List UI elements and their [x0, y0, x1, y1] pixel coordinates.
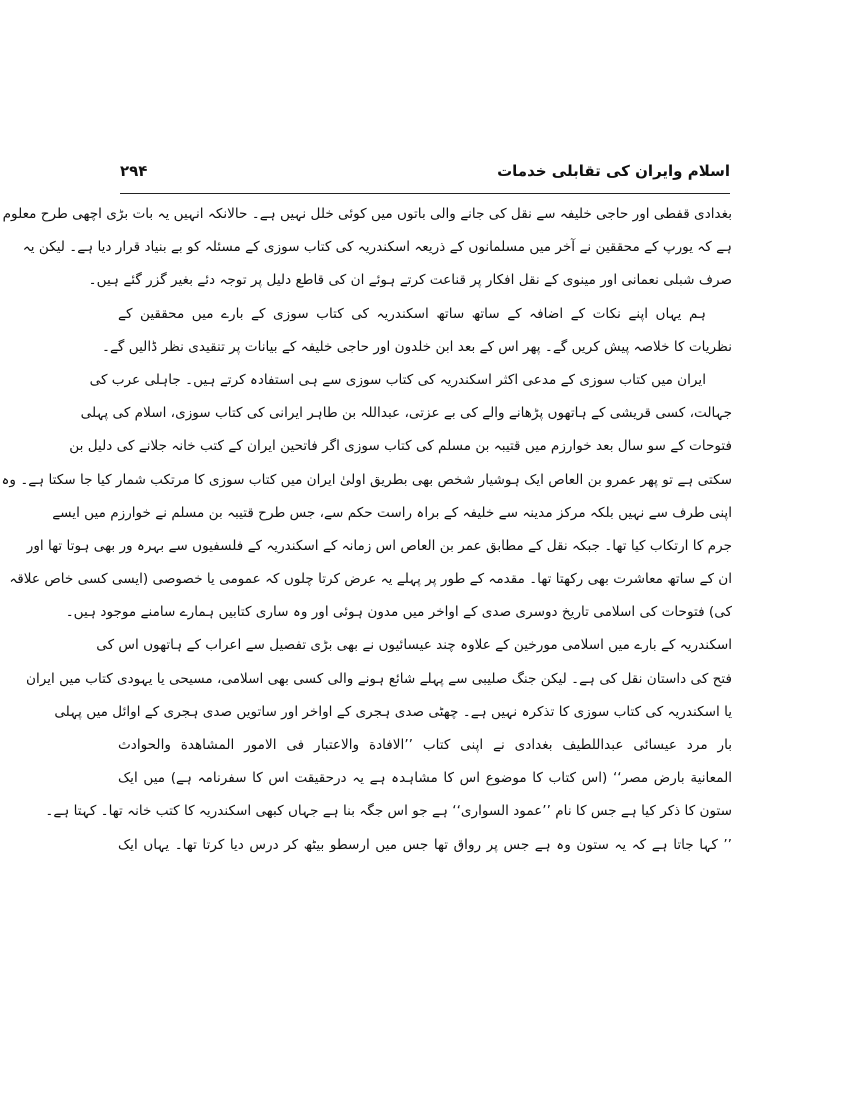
- text-line: ان کے ساتھ معاشرت بھی رکھتا تھا۔ مقدمہ کے طور پر پہلے یہ عرض کرتا چلوں کہ عمومی یا خصوصی (ایسی کسی خاص علاقہ: [9, 571, 732, 588]
- text-line: سکتی ہے تو پھر عمرو بن العاص ایک ہوشیار شخص بھی بطریق اولیٰ ایران میں کتاب سوزی کا مرتکب شمار کیا جا سکتا ہے۔ وہ: [1, 471, 732, 488]
- text-line: بار مرد عیسائی عبداللطیف بغدادی نے اپنی کتاب ’’الافادة والاعتبار فی الامور المشاهدة والحوادث: [118, 737, 732, 753]
- text-line: ’’ کہا جاتا ہے کہ یہ ستون وہ ہے جس پر رواق تھا جس میں ارسطو بیٹھ کر درس دیا کرتا تھا۔ یہاں ایک: [118, 836, 732, 853]
- running-title: اسلام وایران کی تقابلی خدمات: [497, 162, 730, 180]
- text-line: اسکندریہ کے بارے میں اسلامی مورخین کے علاوہ چند عیسائیوں نے بھی بڑی تفصیل سے اعراب کے ہاتھوں اس کی: [96, 637, 732, 654]
- text-line: فتوحات کے سو سال بعد خوارزم میں قتیبہ بن مسلم کی کتاب سوزی اگر فاتحین ایران کے کتب خانہ جلانے کی دلیل بن: [69, 438, 732, 455]
- text-line: بغدادی قفطی اور حاجی خلیفہ سے نقل کی جانے والی باتوں میں کوئی خلل نہیں ہے۔ حالانکہ انہیں یہ بات بڑی اچھی طرح معلوم: [2, 206, 732, 222]
- text-line: یا اسکندریہ کی کتاب سوزی کا تذکرہ نہیں ہے۔ چھٹی صدی ہجری کے اواخر اور ساتویں صدی ہجری کے اوائل میں پہلی: [54, 703, 732, 720]
- text-line: ایران میں کتاب سوزی کے مدعی اکثر اسکندریہ کی کتاب سوزی سے ہی استفادہ کرتے ہیں۔ جاہلی عرب کی: [89, 371, 706, 388]
- text-line: ہم یہاں اپنے نکات کے اضافہ کے ساتھ ساتھ اسکندریہ کی کتاب سوزی کے بارے میں محققین کے: [118, 305, 706, 322]
- text-line: ستون کا ذکر کیا ہے جس کا نام ’’عمود السواری‘‘ ہے جو اس جگہ بنا ہے جہاں کبھی اسکندریہ کا کتب خانہ تھا۔ کہتا ہے۔: [45, 803, 732, 820]
- text-line: المعانية بارض مصر‘‘ (اس کتاب کا موضوع اس کا مشاہدہ ہے یہ درحقیقت اس کا سفرنامہ ہے) میں ایک: [118, 770, 732, 787]
- text-line: جرم کا ارتکاب کیا تھا۔ جبکہ نقل کے مطابق عمر بن العاص اس زمانہ کے اسکندریہ کے فلسفیوں سے بہرہ ور بھی ہوتا تھا اور: [26, 537, 732, 554]
- text-line: جہالت، کسی قریشی کے ہاتھوں پڑھانے والے کی بے عزتی، عبداللہ بن طاہر ایرانی کی کتاب سوزی، اسلام کی پہلی: [80, 405, 732, 422]
- body-text: [1, 198, 732, 862]
- text-line: نظریات کا خلاصہ پیش کریں گے۔ پھر اس کے بعد ابن خلدون اور حاجی خلیفہ کے بیانات پر تنقیدی نظر ڈالیں گے۔: [102, 338, 732, 355]
- text-line: فتح کی داستان نقل کی ہے۔ لیکن جنگ صلیبی سے پہلے شائع ہونے والی کسی بھی اسلامی، مسیحی یا یہودی کتاب میں ایران: [25, 670, 732, 687]
- page-header: [120, 160, 730, 188]
- text-line: اپنی طرف سے نہیں بلکہ مرکز مدینہ سے خلیفہ کے براہ راست حکم سے، جس طرح قتیبہ بن مسلم نے خوارزم میں ایسے: [52, 504, 732, 521]
- header-rule: [120, 193, 730, 194]
- text-line: صرف شبلی نعمانی اور مینوی کے نقل افکار پر قناعت کرتے ہوئے ان کی قاطع دلیل پر توجہ دئے بغیر گزر گئے ہیں۔: [88, 272, 732, 289]
- text-line: ہے کہ یورپ کے محققین نے آخر میں مسلمانوں کے ذریعہ اسکندریہ کی کتاب سوزی کے مسئلہ کو بے بنیاد قرار دیا ہے۔ لیکن یہ: [22, 239, 732, 256]
- page-number: ۲۹۴: [120, 162, 148, 180]
- text-line: کی) فتوحات کی اسلامی تاریخ دوسری صدی کے اواخر میں مدون ہوئی اور وہ ساری کتابیں ہمارے سامنے موجود ہیں۔: [65, 604, 732, 621]
